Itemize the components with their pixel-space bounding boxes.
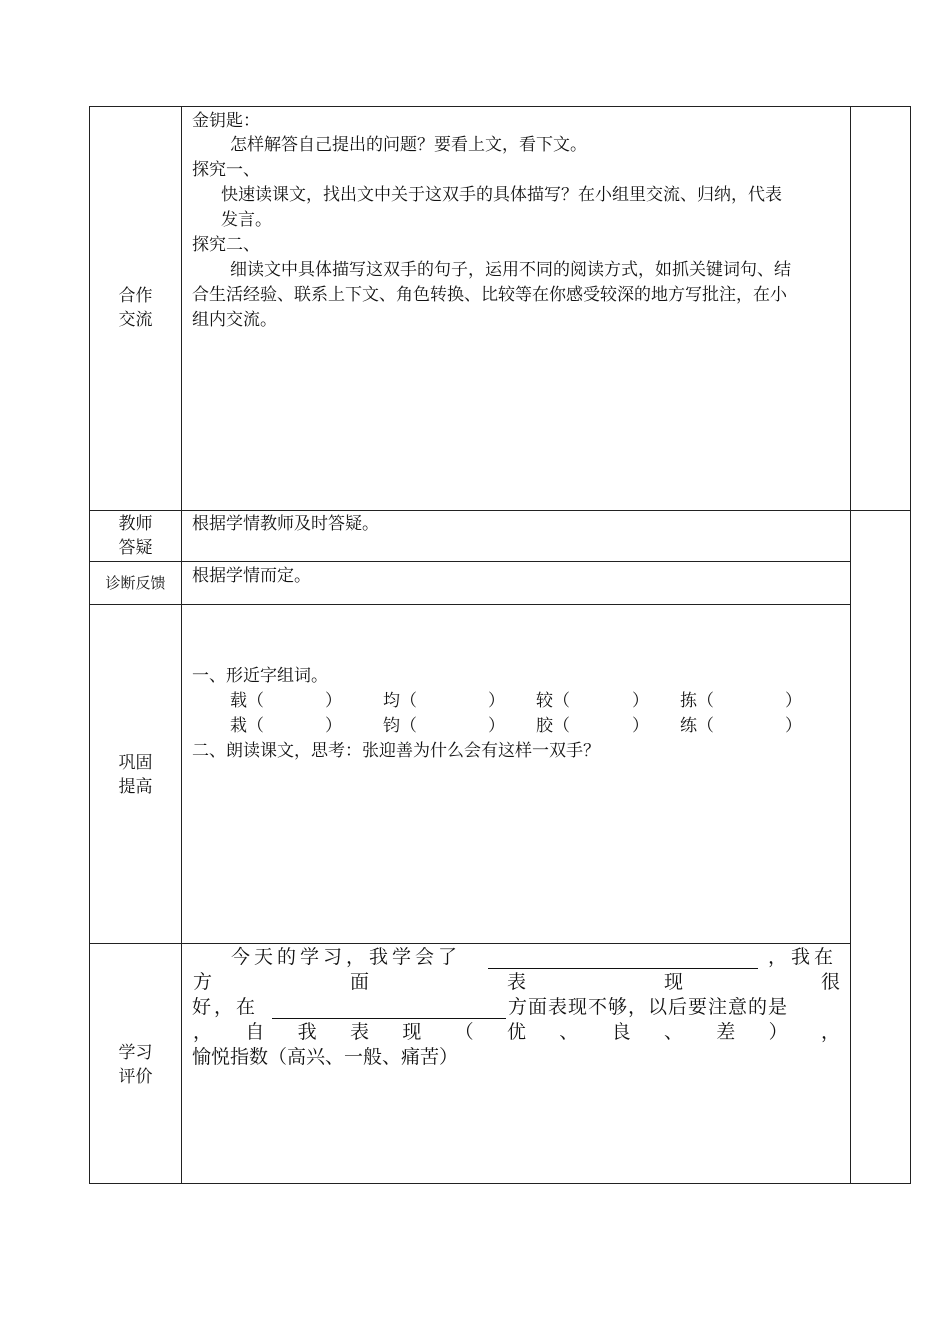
explore1-line2: 发言。 [221, 210, 272, 230]
consolidate-label-line2: 提高 [118, 777, 153, 797]
word-item: ） [785, 716, 802, 736]
eval-char: 面 [349, 971, 369, 993]
explore2-line2: 合生活经验、联系上下文、角色转换、比较等在你感受较深的地方写批注，在小 [192, 285, 787, 305]
learned-blank[interactable] [488, 950, 758, 969]
word-item: 较（ [536, 691, 570, 711]
word-item: 均（ [383, 691, 417, 711]
eval-line1-a: 今天的学习，我学会了 [231, 946, 462, 968]
eval-char: （ [454, 1021, 474, 1043]
weakness-blank[interactable] [272, 1000, 506, 1019]
word-item: ） [488, 716, 505, 736]
word-item: 练（ [680, 716, 714, 736]
eval-char: 差 [716, 1021, 736, 1043]
cooperation-label [90, 284, 181, 332]
row-divider-4 [89, 943, 850, 944]
evaluation-label-line2: 评价 [118, 1067, 153, 1087]
row-divider-3 [89, 604, 850, 605]
eval-line5: 愉悦指数（高兴、一般、痛苦） [192, 1046, 459, 1068]
eval-char: 方 [193, 971, 213, 993]
teacher-label [90, 512, 181, 560]
golden-key-title: 金钥匙： [192, 111, 260, 131]
eval-char: 表 [349, 1021, 369, 1043]
eval-char: ， [193, 1021, 213, 1043]
evaluation-label-line1: 学习 [118, 1043, 153, 1063]
eval-char: 现 [402, 1021, 422, 1043]
eval-char: 良 [611, 1021, 631, 1043]
q2-title: 二、朗读课文，思考：张迎善为什么会有这样一双手？ [192, 741, 600, 761]
row-divider-2 [89, 561, 850, 562]
eval-char: 自 [245, 1021, 265, 1043]
teacher-label-line2: 答疑 [118, 538, 153, 558]
word-item: 栽（ [230, 716, 264, 736]
teacher-text: 根据学情教师及时答疑。 [192, 514, 379, 534]
eval-line1-b: ，我在 [768, 946, 838, 968]
table-bottom-border [89, 1183, 911, 1184]
table-right-border [910, 106, 911, 1184]
diagnosis-text: 根据学情而定。 [192, 566, 311, 586]
eval-line3-b: 方面表现不够，以后要注意的是 [508, 996, 789, 1018]
q1-title: 一、形近字组词。 [192, 666, 328, 686]
eval-line2 [193, 969, 840, 995]
label-column-divider [181, 106, 182, 1184]
word-item: ） [632, 691, 649, 711]
word-item: 钧（ [383, 716, 417, 736]
eval-char: 、 [559, 1021, 579, 1043]
explore2-line1: 细读文中具体描写这双手的句子，运用不同的阅读方式，如抓关键词句、结 [230, 260, 791, 280]
eval-char: 表 [506, 971, 526, 993]
eval-char: 我 [297, 1021, 317, 1043]
word-item: ） [488, 691, 505, 711]
row-divider-1 [89, 510, 911, 511]
word-item: ） [785, 691, 802, 711]
eval-line4 [193, 1019, 840, 1045]
word-item: 拣（ [680, 691, 714, 711]
word-item: 胶（ [536, 716, 570, 736]
explore1-title: 探究一、 [192, 160, 260, 180]
cooperation-label-line1: 合作 [118, 286, 153, 306]
word-item: ） [632, 716, 649, 736]
word-item: 载（ [230, 691, 264, 711]
eval-char: ） [768, 1021, 788, 1043]
evaluation-label [90, 1041, 181, 1089]
eval-char: ， [820, 1021, 840, 1043]
diagnosis-label: 诊断反馈 [105, 574, 166, 592]
golden-key-text: 怎样解答自己提出的问题？要看上文，看下文。 [230, 135, 587, 155]
eval-char: 很 [820, 971, 840, 993]
table-left-border [89, 106, 90, 1184]
explore1-line1: 快速读课文，找出文中关于这双手的具体描写？在小组里交流、归纳，代表 [221, 185, 782, 205]
consolidate-label [90, 751, 181, 799]
eval-char: 、 [663, 1021, 683, 1043]
eval-char: 优 [506, 1021, 526, 1043]
word-item: ） [325, 716, 342, 736]
cooperation-label-line2: 交流 [118, 310, 153, 330]
teacher-label-line1: 教师 [118, 514, 153, 534]
eval-char: 现 [663, 971, 683, 993]
word-item: ） [325, 691, 342, 711]
explore2-line3: 组内交流。 [192, 310, 277, 330]
content-column-divider [850, 106, 851, 1184]
consolidate-label-line1: 巩固 [118, 753, 153, 773]
table-top-border [89, 106, 911, 107]
explore2-title: 探究二、 [192, 235, 260, 255]
eval-line3-a: 好，在 [192, 996, 259, 1018]
